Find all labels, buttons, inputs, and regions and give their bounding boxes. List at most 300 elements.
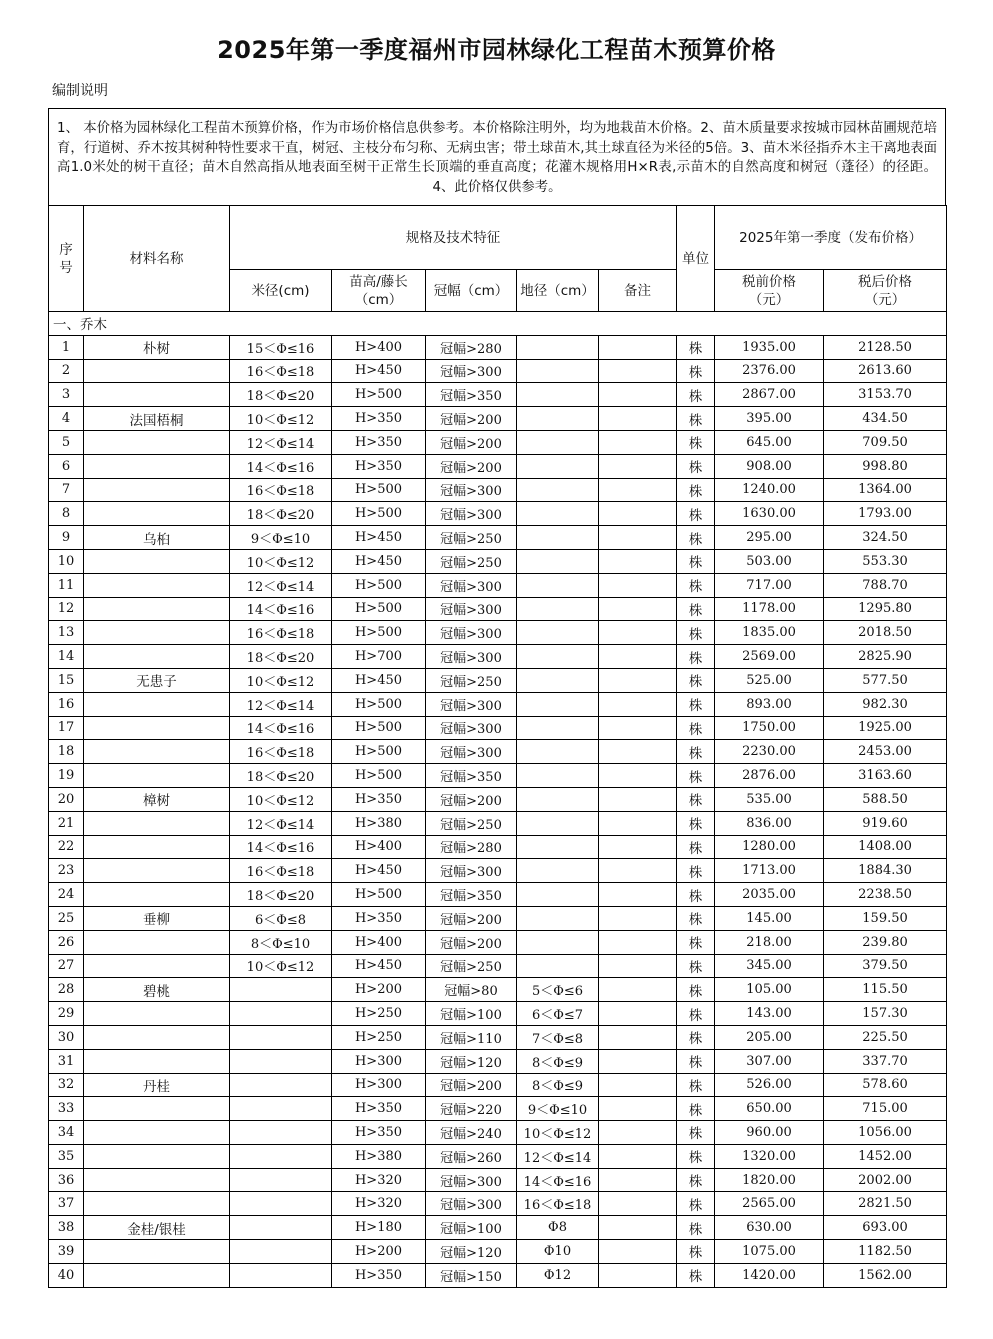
cell-ground-diameter	[517, 502, 599, 526]
cell-post-tax-price: 1056.00	[824, 1121, 947, 1145]
cell-material-name: 垂柳	[84, 906, 230, 930]
table-row	[49, 906, 947, 930]
cell-diameter	[230, 1121, 332, 1145]
price-table	[48, 205, 947, 1288]
cell-crown: 冠幅>300	[426, 645, 517, 669]
cell-post-tax-price: 159.50	[824, 906, 947, 930]
cell-seq: 24	[49, 883, 84, 907]
cell-unit: 株	[677, 859, 715, 883]
cell-seq: 9	[49, 526, 84, 550]
cell-height: H>500	[332, 478, 426, 502]
cell-ground-diameter: Φ8	[517, 1216, 599, 1240]
cell-post-tax-price: 982.30	[824, 692, 947, 716]
cell-unit: 株	[677, 573, 715, 597]
cell-pre-tax-price: 2376.00	[715, 359, 824, 383]
cell-crown: 冠幅>200	[426, 1073, 517, 1097]
cell-ground-diameter: 6＜Φ≤7	[517, 1002, 599, 1026]
cell-ground-diameter: Φ12	[517, 1263, 599, 1287]
cell-material-name	[84, 621, 230, 645]
cell-height: H>700	[332, 645, 426, 669]
cell-unit: 株	[677, 1025, 715, 1049]
cell-height: H>500	[332, 716, 426, 740]
cell-height: H>320	[332, 1192, 426, 1216]
cell-remark	[599, 764, 677, 788]
cell-unit: 株	[677, 1240, 715, 1264]
cell-unit: 株	[677, 811, 715, 835]
cell-remark	[599, 1240, 677, 1264]
cell-diameter: 10＜Φ≤12	[230, 549, 332, 573]
cell-material-name	[84, 1192, 230, 1216]
cell-unit: 株	[677, 645, 715, 669]
cell-diameter: 16＜Φ≤18	[230, 478, 332, 502]
cell-ground-diameter	[517, 764, 599, 788]
cell-unit: 株	[677, 787, 715, 811]
cell-seq: 6	[49, 454, 84, 478]
cell-post-tax-price: 2821.50	[824, 1192, 947, 1216]
cell-crown: 冠幅>200	[426, 906, 517, 930]
table-row	[49, 573, 947, 597]
cell-remark	[599, 740, 677, 764]
header-spec-group: 规格及技术特征	[230, 206, 677, 270]
cell-material-name	[84, 1097, 230, 1121]
cell-remark	[599, 359, 677, 383]
cell-remark	[599, 597, 677, 621]
cell-height: H>500	[332, 764, 426, 788]
header-price-group: 2025年第一季度（发布价格）	[715, 206, 947, 270]
cell-crown: 冠幅>250	[426, 954, 517, 978]
cell-unit: 株	[677, 692, 715, 716]
cell-remark	[599, 407, 677, 431]
cell-unit: 株	[677, 1216, 715, 1240]
cell-post-tax-price: 1793.00	[824, 502, 947, 526]
cell-seq: 13	[49, 621, 84, 645]
cell-diameter	[230, 1263, 332, 1287]
cell-post-tax-price: 709.50	[824, 430, 947, 454]
cell-ground-diameter	[517, 954, 599, 978]
cell-height: H>450	[332, 549, 426, 573]
table-row	[49, 478, 947, 502]
cell-ground-diameter: 16＜Φ≤18	[517, 1192, 599, 1216]
cell-post-tax-price: 998.80	[824, 454, 947, 478]
cell-diameter: 16＜Φ≤18	[230, 740, 332, 764]
cell-height: H>350	[332, 454, 426, 478]
cell-remark	[599, 883, 677, 907]
table-row	[49, 1263, 947, 1287]
cell-diameter: 14＜Φ≤16	[230, 835, 332, 859]
cell-material-name	[84, 1144, 230, 1168]
cell-unit: 株	[677, 454, 715, 478]
cell-seq: 27	[49, 954, 84, 978]
cell-remark	[599, 430, 677, 454]
cell-remark	[599, 478, 677, 502]
cell-crown: 冠幅>300	[426, 1168, 517, 1192]
cell-diameter	[230, 978, 332, 1002]
cell-seq: 4	[49, 407, 84, 431]
cell-pre-tax-price: 145.00	[715, 906, 824, 930]
cell-height: H>380	[332, 811, 426, 835]
cell-crown: 冠幅>250	[426, 811, 517, 835]
cell-seq: 34	[49, 1121, 84, 1145]
cell-ground-diameter	[517, 859, 599, 883]
cell-height: H>250	[332, 1002, 426, 1026]
cell-material-name	[84, 1025, 230, 1049]
table-row	[49, 835, 947, 859]
cell-crown: 冠幅>300	[426, 692, 517, 716]
cell-diameter: 6＜Φ≤8	[230, 906, 332, 930]
cell-diameter: 12＜Φ≤14	[230, 811, 332, 835]
cell-crown: 冠幅>100	[426, 1216, 517, 1240]
cell-pre-tax-price: 218.00	[715, 930, 824, 954]
cell-material-name	[84, 1240, 230, 1264]
table-row	[49, 335, 947, 359]
cell-material-name	[84, 454, 230, 478]
table-row	[49, 692, 947, 716]
table-row	[49, 502, 947, 526]
cell-ground-diameter	[517, 478, 599, 502]
cell-diameter: 15＜Φ≤16	[230, 335, 332, 359]
cell-diameter	[230, 1216, 332, 1240]
cell-seq: 1	[49, 335, 84, 359]
cell-pre-tax-price: 1240.00	[715, 478, 824, 502]
cell-crown: 冠幅>200	[426, 787, 517, 811]
cell-remark	[599, 502, 677, 526]
cell-post-tax-price: 3163.60	[824, 764, 947, 788]
cell-unit: 株	[677, 906, 715, 930]
table-row	[49, 1121, 947, 1145]
table-row	[49, 549, 947, 573]
cell-material-name	[84, 1168, 230, 1192]
cell-post-tax-price: 225.50	[824, 1025, 947, 1049]
cell-crown: 冠幅>300	[426, 1192, 517, 1216]
cell-diameter: 14＜Φ≤16	[230, 716, 332, 740]
cell-pre-tax-price: 960.00	[715, 1121, 824, 1145]
cell-pre-tax-price: 1820.00	[715, 1168, 824, 1192]
cell-crown: 冠幅>280	[426, 335, 517, 359]
cell-material-name: 朴树	[84, 335, 230, 359]
cell-unit: 株	[677, 764, 715, 788]
price-table-body	[49, 312, 947, 1288]
cell-diameter	[230, 1240, 332, 1264]
cell-remark	[599, 621, 677, 645]
cell-unit: 株	[677, 668, 715, 692]
header-name: 材料名称	[84, 206, 230, 312]
cell-height: H>500	[332, 597, 426, 621]
table-row	[49, 978, 947, 1002]
cell-seq: 21	[49, 811, 84, 835]
cell-height: H>350	[332, 906, 426, 930]
cell-remark	[599, 1002, 677, 1026]
cell-ground-diameter	[517, 740, 599, 764]
cell-post-tax-price: 2238.50	[824, 883, 947, 907]
cell-unit: 株	[677, 359, 715, 383]
cell-height: H>200	[332, 1240, 426, 1264]
cell-seq: 19	[49, 764, 84, 788]
cell-remark	[599, 978, 677, 1002]
cell-height: H>350	[332, 787, 426, 811]
cell-unit: 株	[677, 1097, 715, 1121]
cell-crown: 冠幅>200	[426, 930, 517, 954]
cell-diameter: 12＜Φ≤14	[230, 573, 332, 597]
cell-ground-diameter: 8＜Φ≤9	[517, 1049, 599, 1073]
table-row	[49, 954, 947, 978]
cell-material-name	[84, 549, 230, 573]
cell-ground-diameter	[517, 454, 599, 478]
cell-diameter: 18＜Φ≤20	[230, 383, 332, 407]
cell-post-tax-price: 588.50	[824, 787, 947, 811]
table-row	[49, 526, 947, 550]
cell-pre-tax-price: 1835.00	[715, 621, 824, 645]
table-row	[49, 787, 947, 811]
document-title: 2025年第一季度福州市园林绿化工程苗木预算价格	[217, 36, 776, 64]
cell-material-name	[84, 692, 230, 716]
cell-pre-tax-price: 893.00	[715, 692, 824, 716]
cell-height: H>500	[332, 502, 426, 526]
cell-diameter: 10＜Φ≤12	[230, 668, 332, 692]
cell-crown: 冠幅>300	[426, 478, 517, 502]
cell-ground-diameter: 14＜Φ≤16	[517, 1168, 599, 1192]
cell-remark	[599, 835, 677, 859]
cell-diameter: 14＜Φ≤16	[230, 454, 332, 478]
cell-crown: 冠幅>220	[426, 1097, 517, 1121]
cell-ground-diameter	[517, 835, 599, 859]
cell-material-name	[84, 430, 230, 454]
cell-crown: 冠幅>300	[426, 502, 517, 526]
cell-height: H>380	[332, 1144, 426, 1168]
table-row	[49, 716, 947, 740]
cell-material-name	[84, 1002, 230, 1026]
cell-unit: 株	[677, 1144, 715, 1168]
cell-unit: 株	[677, 549, 715, 573]
cell-height: H>450	[332, 668, 426, 692]
cell-diameter	[230, 1192, 332, 1216]
cell-material-name	[84, 954, 230, 978]
cell-material-name	[84, 597, 230, 621]
cell-height: H>320	[332, 1168, 426, 1192]
cell-height: H>300	[332, 1073, 426, 1097]
cell-pre-tax-price: 307.00	[715, 1049, 824, 1073]
cell-post-tax-price: 553.30	[824, 549, 947, 573]
cell-remark	[599, 1168, 677, 1192]
table-row	[49, 430, 947, 454]
cell-post-tax-price: 1182.50	[824, 1240, 947, 1264]
cell-pre-tax-price: 1280.00	[715, 835, 824, 859]
cell-pre-tax-price: 143.00	[715, 1002, 824, 1026]
cell-seq: 38	[49, 1216, 84, 1240]
cell-pre-tax-price: 2569.00	[715, 645, 824, 669]
cell-ground-diameter	[517, 883, 599, 907]
cell-remark	[599, 859, 677, 883]
cell-height: H>300	[332, 1049, 426, 1073]
cell-diameter: 10＜Φ≤12	[230, 407, 332, 431]
cell-unit: 株	[677, 740, 715, 764]
table-row	[49, 811, 947, 835]
cell-seq: 17	[49, 716, 84, 740]
cell-remark	[599, 1049, 677, 1073]
cell-crown: 冠幅>300	[426, 621, 517, 645]
cell-pre-tax-price: 717.00	[715, 573, 824, 597]
cell-diameter: 16＜Φ≤18	[230, 859, 332, 883]
cell-pre-tax-price: 650.00	[715, 1097, 824, 1121]
table-row	[49, 359, 947, 383]
cell-height: H>450	[332, 359, 426, 383]
cell-unit: 株	[677, 597, 715, 621]
cell-remark	[599, 1121, 677, 1145]
compilation-notes-heading: 编制说明	[52, 83, 108, 99]
cell-crown: 冠幅>300	[426, 597, 517, 621]
cell-post-tax-price: 434.50	[824, 407, 947, 431]
cell-remark	[599, 1216, 677, 1240]
cell-height: H>400	[332, 335, 426, 359]
cell-pre-tax-price: 1750.00	[715, 716, 824, 740]
cell-post-tax-price: 2018.50	[824, 621, 947, 645]
cell-crown: 冠幅>300	[426, 573, 517, 597]
cell-post-tax-price: 1925.00	[824, 716, 947, 740]
cell-material-name	[84, 883, 230, 907]
cell-seq: 16	[49, 692, 84, 716]
cell-post-tax-price: 1884.30	[824, 859, 947, 883]
table-row	[49, 1097, 947, 1121]
cell-height: H>450	[332, 526, 426, 550]
cell-pre-tax-price: 205.00	[715, 1025, 824, 1049]
cell-ground-diameter: 8＜Φ≤9	[517, 1073, 599, 1097]
cell-post-tax-price: 1295.80	[824, 597, 947, 621]
cell-seq: 5	[49, 430, 84, 454]
table-row	[49, 1002, 947, 1026]
cell-unit: 株	[677, 502, 715, 526]
cell-pre-tax-price: 535.00	[715, 787, 824, 811]
cell-pre-tax-price: 2035.00	[715, 883, 824, 907]
cell-ground-diameter	[517, 668, 599, 692]
cell-height: H>350	[332, 1097, 426, 1121]
cell-post-tax-price: 2613.60	[824, 359, 947, 383]
cell-post-tax-price: 1452.00	[824, 1144, 947, 1168]
cell-height: H>500	[332, 883, 426, 907]
table-row	[49, 1192, 947, 1216]
cell-ground-diameter	[517, 430, 599, 454]
cell-material-name	[84, 764, 230, 788]
cell-pre-tax-price: 105.00	[715, 978, 824, 1002]
table-row	[49, 454, 947, 478]
cell-seq: 23	[49, 859, 84, 883]
cell-remark	[599, 787, 677, 811]
cell-pre-tax-price: 908.00	[715, 454, 824, 478]
cell-crown: 冠幅>300	[426, 359, 517, 383]
cell-diameter: 9＜Φ≤10	[230, 526, 332, 550]
cell-height: H>350	[332, 1263, 426, 1287]
cell-ground-diameter	[517, 597, 599, 621]
cell-ground-diameter: 5＜Φ≤6	[517, 978, 599, 1002]
cell-remark	[599, 811, 677, 835]
cell-crown: 冠幅>120	[426, 1240, 517, 1264]
cell-crown: 冠幅>300	[426, 859, 517, 883]
cell-pre-tax-price: 1075.00	[715, 1240, 824, 1264]
cell-ground-diameter	[517, 811, 599, 835]
cell-pre-tax-price: 2230.00	[715, 740, 824, 764]
cell-crown: 冠幅>200	[426, 407, 517, 431]
cell-seq: 35	[49, 1144, 84, 1168]
cell-height: H>400	[332, 835, 426, 859]
cell-seq: 22	[49, 835, 84, 859]
cell-remark	[599, 1192, 677, 1216]
cell-ground-diameter	[517, 335, 599, 359]
cell-diameter: 16＜Φ≤18	[230, 621, 332, 645]
cell-seq: 26	[49, 930, 84, 954]
cell-diameter: 8＜Φ≤10	[230, 930, 332, 954]
cell-seq: 14	[49, 645, 84, 669]
cell-pre-tax-price: 1713.00	[715, 859, 824, 883]
cell-unit: 株	[677, 978, 715, 1002]
cell-remark	[599, 1097, 677, 1121]
cell-unit: 株	[677, 1121, 715, 1145]
cell-post-tax-price: 2128.50	[824, 335, 947, 359]
cell-material-name: 法国梧桐	[84, 407, 230, 431]
cell-remark	[599, 930, 677, 954]
cell-unit: 株	[677, 383, 715, 407]
header-post-tax: 税后价格（元）	[824, 270, 947, 312]
cell-material-name	[84, 573, 230, 597]
table-row	[49, 621, 947, 645]
cell-crown: 冠幅>100	[426, 1002, 517, 1026]
cell-pre-tax-price: 525.00	[715, 668, 824, 692]
cell-diameter: 18＜Φ≤20	[230, 645, 332, 669]
cell-ground-diameter	[517, 526, 599, 550]
cell-post-tax-price: 693.00	[824, 1216, 947, 1240]
cell-pre-tax-price: 526.00	[715, 1073, 824, 1097]
cell-unit: 株	[677, 883, 715, 907]
cell-diameter: 18＜Φ≤20	[230, 502, 332, 526]
cell-ground-diameter	[517, 549, 599, 573]
cell-diameter: 18＜Φ≤20	[230, 764, 332, 788]
cell-seq: 10	[49, 549, 84, 573]
cell-post-tax-price: 2453.00	[824, 740, 947, 764]
cell-remark	[599, 549, 677, 573]
cell-crown: 冠幅>120	[426, 1049, 517, 1073]
cell-remark	[599, 335, 677, 359]
cell-material-name	[84, 1263, 230, 1287]
cell-pre-tax-price: 2876.00	[715, 764, 824, 788]
cell-diameter	[230, 1025, 332, 1049]
cell-pre-tax-price: 503.00	[715, 549, 824, 573]
cell-material-name	[84, 383, 230, 407]
cell-height: H>450	[332, 954, 426, 978]
cell-remark	[599, 383, 677, 407]
cell-ground-diameter	[517, 383, 599, 407]
cell-remark	[599, 716, 677, 740]
cell-unit: 株	[677, 835, 715, 859]
cell-seq: 32	[49, 1073, 84, 1097]
cell-pre-tax-price: 1178.00	[715, 597, 824, 621]
cell-material-name	[84, 359, 230, 383]
table-row	[49, 1168, 947, 1192]
cell-remark	[599, 692, 677, 716]
cell-material-name: 碧桃	[84, 978, 230, 1002]
cell-post-tax-price: 337.70	[824, 1049, 947, 1073]
cell-remark	[599, 645, 677, 669]
cell-height: H>500	[332, 573, 426, 597]
cell-crown: 冠幅>200	[426, 454, 517, 478]
cell-remark	[599, 1263, 677, 1287]
cell-crown: 冠幅>80	[426, 978, 517, 1002]
cell-ground-diameter	[517, 716, 599, 740]
cell-crown: 冠幅>250	[426, 549, 517, 573]
compilation-notes: 1、 本价格为园林绿化工程苗木预算价格，作为市场价格信息供参考。本价格除注明外，均为地栽苗木价格。2、苗木质量要求按城市园林苗圃规范培育，行道树、乔木按其树种特性要求干直，树冠、主枝分布匀称、无病虫害；带土球苗木,其土球直径为米径的5倍。3、苗木米径指乔木主干离地表面高1.0米处的树干直径；苗木自然高指从地表面至树干正常生长顶端的垂直高度；花灌木规格用H×R表,示苗木的自然高度和树冠（蓬径）的径距。4、此价格仅供参考。	[48, 108, 946, 205]
cell-pre-tax-price: 395.00	[715, 407, 824, 431]
cell-unit: 株	[677, 930, 715, 954]
cell-crown: 冠幅>240	[426, 1121, 517, 1145]
cell-height: H>500	[332, 740, 426, 764]
cell-diameter	[230, 1073, 332, 1097]
cell-remark	[599, 573, 677, 597]
